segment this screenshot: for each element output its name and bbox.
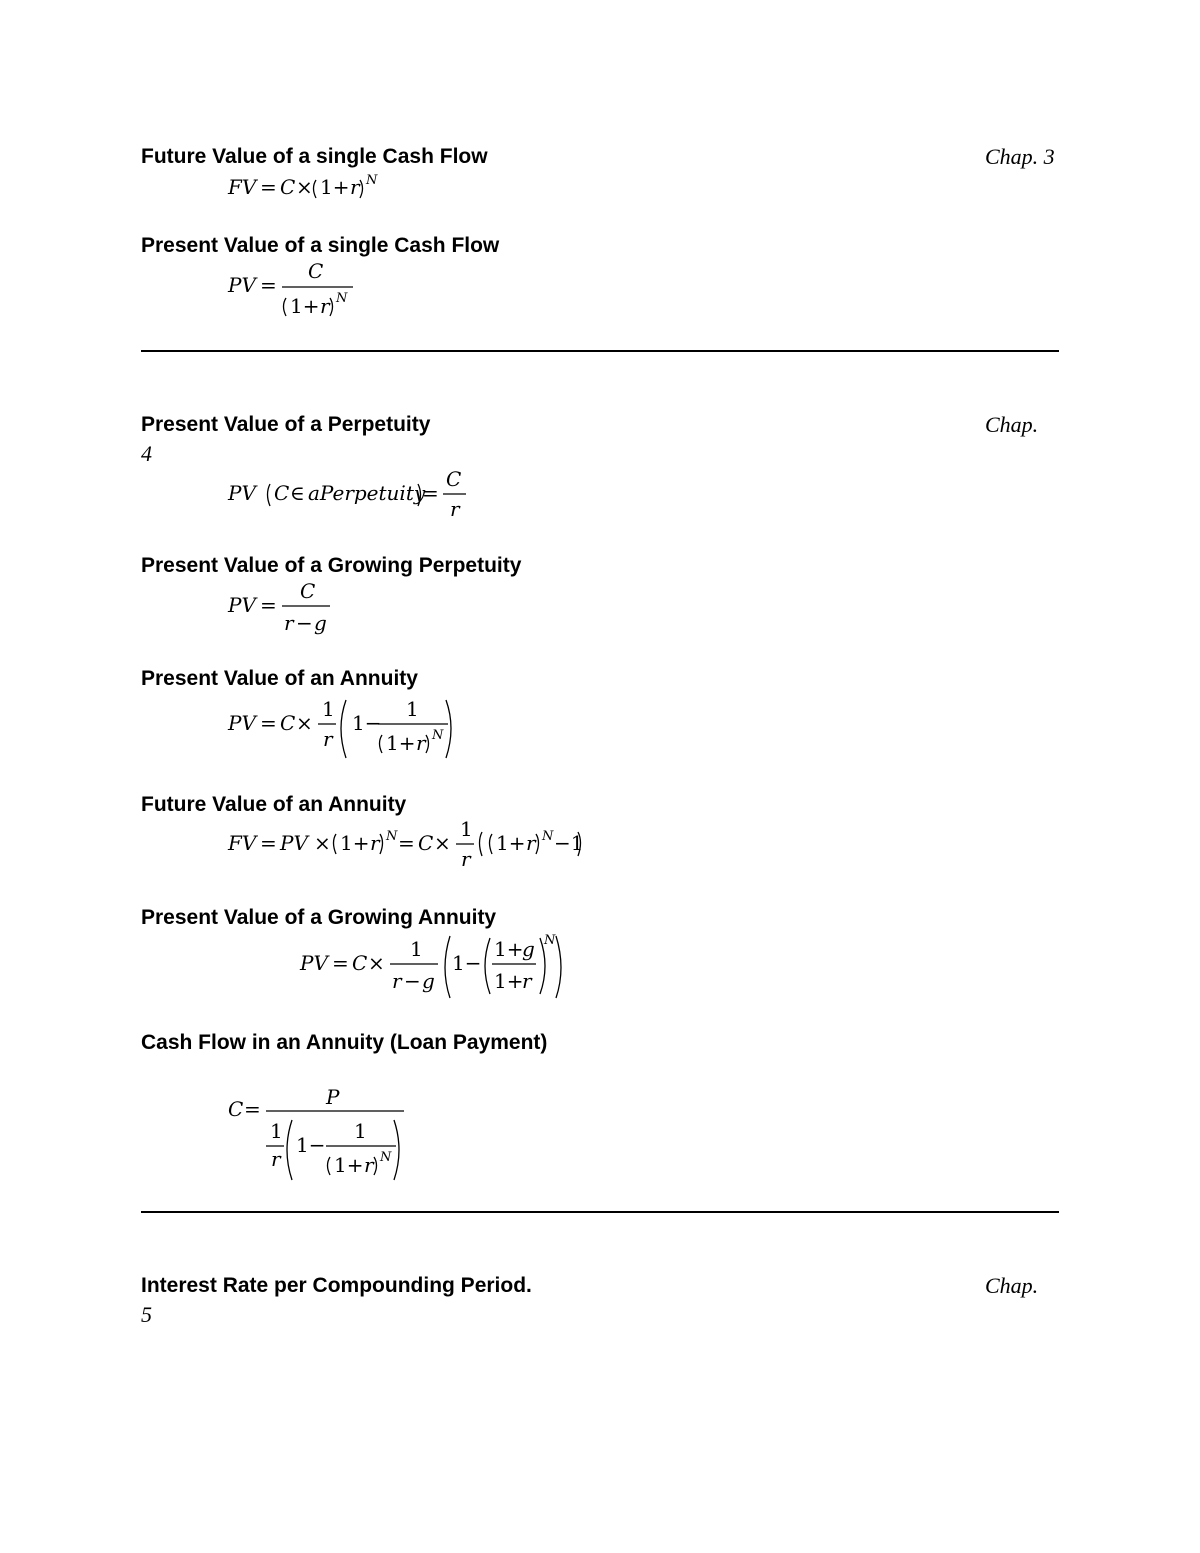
svg-text:1: 1 [460, 817, 473, 841]
chapter-number: 4 [141, 441, 152, 466]
svg-text:=: = [260, 711, 277, 735]
section-title: Cash Flow in an Annuity (Loan Payment) [141, 1031, 548, 1054]
svg-text:1−: 1− [452, 951, 482, 975]
svg-text:C: C [300, 579, 316, 603]
pv-annuity-formula [228, 692, 488, 764]
svg-text:−: − [404, 969, 421, 993]
svg-text:1: 1 [410, 937, 423, 961]
svg-text:×: × [434, 831, 451, 855]
svg-text:r: r [323, 727, 333, 751]
svg-text:1+: 1+ [334, 1153, 364, 1177]
svg-text:1: 1 [354, 1119, 367, 1143]
chapter-label: Chap. [985, 1273, 1039, 1298]
svg-text:−: − [296, 611, 313, 635]
svg-text:=: = [422, 481, 439, 505]
svg-text:1−: 1− [352, 711, 382, 735]
svg-text:1: 1 [270, 1119, 283, 1143]
section-title: Present Value of a single Cash Flow [141, 234, 500, 257]
svg-text:C: C [228, 1097, 244, 1121]
fv-annuity-formula [228, 818, 608, 874]
svg-text:r: r [364, 1153, 374, 1177]
svg-text:C: C [308, 259, 324, 283]
svg-text:1+: 1+ [494, 937, 524, 961]
chapter-label: Chap. 3 [985, 144, 1055, 169]
svg-text:N: N [336, 291, 348, 306]
svg-text:FV: FV [228, 831, 257, 855]
svg-text:=: = [260, 273, 277, 297]
svg-text:×: × [296, 711, 313, 735]
svg-text:N: N [544, 933, 556, 948]
section-title: Interest Rate per Compounding Period. [141, 1274, 532, 1297]
svg-text:r: r [461, 847, 471, 871]
svg-text:r: r [522, 969, 532, 993]
pv-growing-annuity-formula [300, 930, 590, 1002]
svg-text:N: N [380, 1150, 392, 1165]
section-divider [141, 350, 1059, 352]
svg-text:×: × [314, 831, 331, 855]
section-title: Present Value of an Annuity [141, 667, 418, 690]
svg-text:PV: PV [228, 711, 256, 735]
svg-text:1+: 1+ [494, 969, 524, 993]
svg-text:PV: PV [228, 273, 256, 297]
section-divider [141, 1211, 1059, 1213]
svg-text:1: 1 [322, 697, 335, 721]
pv-growing-perpetuity-formula [228, 578, 428, 638]
svg-text:r: r [450, 497, 460, 521]
svg-text:C: C [280, 711, 296, 735]
svg-text:C: C [280, 175, 296, 199]
svg-text:=: = [260, 831, 277, 855]
svg-text:N: N [386, 829, 398, 844]
svg-text:N: N [542, 829, 554, 844]
svg-text:g: g [522, 937, 535, 961]
svg-text:=: = [244, 1097, 261, 1121]
section-title: Future Value of a single Cash Flow [141, 145, 488, 168]
svg-text:r: r [370, 831, 380, 855]
svg-text:N: N [432, 728, 444, 743]
svg-text:×: × [296, 175, 313, 199]
svg-text:C: C [418, 831, 434, 855]
svg-text:−1: −1 [554, 831, 584, 855]
svg-text:=: = [332, 951, 349, 975]
pv-single-formula [228, 258, 428, 322]
svg-text:P: P [326, 1085, 340, 1109]
section-title: Present Value of a Perpetuity [141, 413, 431, 436]
svg-text:r: r [350, 175, 360, 199]
svg-text:PV: PV [300, 951, 328, 975]
svg-text:C: C [446, 467, 462, 491]
svg-text:1+: 1+ [320, 175, 350, 199]
svg-text:PV: PV [228, 593, 256, 617]
fv-single-formula [228, 168, 428, 208]
loan-payment-formula [228, 1082, 448, 1182]
svg-text:=: = [260, 593, 277, 617]
svg-text:g: g [314, 611, 327, 635]
svg-text:=: = [260, 175, 277, 199]
svg-text:r: r [392, 969, 402, 993]
svg-text:1+: 1+ [496, 831, 526, 855]
svg-text:1+: 1+ [386, 731, 416, 755]
svg-text:g: g [422, 969, 435, 993]
svg-text:1−: 1− [296, 1133, 326, 1157]
svg-text:r: r [271, 1147, 281, 1171]
svg-text:1: 1 [406, 697, 419, 721]
svg-text:r: r [416, 731, 426, 755]
pv-perpetuity-formula [228, 466, 488, 526]
section-title: Present Value of a Growing Annuity [141, 906, 497, 929]
svg-text:r: r [526, 831, 536, 855]
svg-text:r: r [284, 611, 294, 635]
chapter-label: Chap. [985, 412, 1039, 437]
svg-text:∈: ∈ [290, 481, 305, 505]
svg-text:PV: PV [228, 481, 256, 505]
svg-text:aPerpetuity: aPerpetuity [308, 481, 426, 505]
svg-text:FV: FV [228, 175, 257, 199]
svg-text:C: C [274, 481, 290, 505]
svg-text:PV: PV [280, 831, 308, 855]
svg-text:=: = [398, 831, 415, 855]
svg-text:N: N [366, 173, 378, 188]
svg-text:1+: 1+ [290, 294, 320, 318]
svg-text:×: × [368, 951, 385, 975]
svg-text:C: C [352, 951, 368, 975]
chapter-number: 5 [141, 1302, 152, 1327]
svg-text:1+: 1+ [340, 831, 370, 855]
svg-text:r: r [320, 294, 330, 318]
section-title: Present Value of a Growing Perpetuity [141, 554, 522, 577]
section-title: Future Value of an Annuity [141, 793, 407, 816]
